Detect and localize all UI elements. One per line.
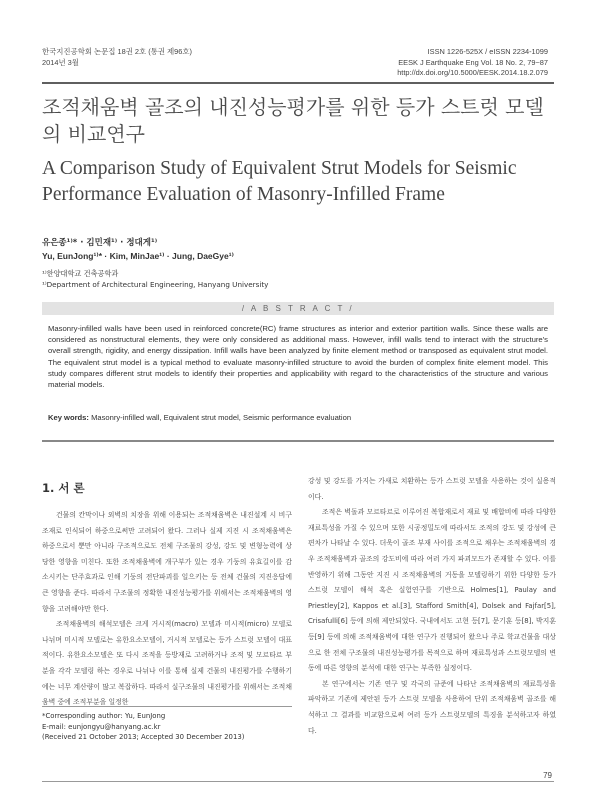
issn: ISSN 1226-525X / eISSN 2234-1099 bbox=[427, 47, 548, 56]
section-heading: 1. 서 론 bbox=[42, 481, 85, 495]
authors-korean: 유은종¹⁾* · 김민재¹⁾ · 정대게¹⁾ bbox=[42, 238, 158, 248]
keywords bbox=[48, 413, 548, 422]
footnote bbox=[42, 711, 244, 743]
affiliation-english: ¹⁾Department of Architectural Engineering, Hanyang University bbox=[42, 280, 269, 289]
abstract-label: / A B S T R A C T / bbox=[241, 304, 355, 313]
header-rule bbox=[42, 82, 554, 84]
affiliation-korean: ¹⁾한양대학교 건축공학과 bbox=[42, 269, 119, 278]
journal-citation: EESK J Earthquake Eng Vol. 18 No. 2, 79~87 bbox=[398, 57, 548, 67]
received-dates: (Received 21 October 2013; Accepted 30 December 2013) bbox=[42, 733, 245, 741]
affiliations bbox=[42, 268, 268, 290]
body-column-right bbox=[308, 474, 556, 739]
paragraph: 본 연구에서는 기존 연구 및 각국의 규준에 나타난 조적채움벽의 재료특성을 파악하고 기존에 제안된 등가 스트럿 모델을 사용하여 단위 조적채움벽 골조를 해석하고 그 결과를 비교함으로써 여러 등가 스트럿모델의 특징을 분석하고자 하였다. bbox=[308, 679, 556, 735]
keywords-list: Masonry-infilled wall, Equivalent strut model, Seismic performance evaluation bbox=[91, 413, 352, 422]
keywords-label: Key words: bbox=[48, 413, 89, 422]
paragraph: 건물의 칸막이나 외벽의 치장을 위해 이용되는 조적채움벽은 내진설계 시 비구조재로 인식되어 하중으로써만 고려되어 왔다. 그러나 실제 지진 시 조적채움벽은 하중으로서 뿐만 아니라 구조적으로도 전체 구조물의 강성, 강도 및 변형능력에 상당한 영향을 미친다. 또한 조적채움벽에 개구부가 있는 경우 기둥의 유효길이를 감소시키는 단주효과로 인해 기둥의 전단파괴를 일으키는 등 전체 건물의 지진응답에 큰 영향을 준다. 따라서 구조물의 정확한 내진성능평가를 위해서는 조적채움벽의 영향을 고려해야만 한다. bbox=[42, 511, 292, 613]
abstract-banner bbox=[42, 302, 554, 315]
title-english: A Comparison Study of Equivalent Strut Models for Seismic Performance Evaluation of Masonry-Infilled Frame bbox=[42, 158, 517, 205]
journal-header-right bbox=[397, 47, 548, 79]
footnote-rule bbox=[42, 706, 292, 707]
authors-english: Yu, EunJong¹⁾* · Kim, MinJae¹⁾ · Jung, DaeGye¹⁾ bbox=[42, 251, 235, 261]
title-korean: 조적채움벽 골조의 내진성능평가를 위한 등가 스트럿 모델의 비교연구 bbox=[42, 95, 544, 146]
footer-rule bbox=[42, 781, 554, 782]
body-column-left bbox=[42, 508, 292, 711]
journal-header-left bbox=[42, 47, 192, 68]
abstract-rule bbox=[42, 440, 554, 442]
journal-date: 2014년 3월 bbox=[42, 57, 79, 67]
page-number: 79 bbox=[543, 771, 552, 780]
abstract-text: Masonry-infilled walls have been used in reinforced concrete(RC) frame structures as interior and exterior partition walls. Since these walls are considered as nonstructural elements, they were only considered as additional mass. However, infill walls tend to interact with the structure's overall strength, rigidity, and energy dissipation. Infill walls have been analyzed by finite element method or transposed as equivalent strut model. The equivalent strut model is a typical method to evaluate masonry-infilled structure to avoid the burden of complex finite element model. This study compares different strut models to identify their properties and applicability with regard to the characteristics of the structure and various material models. bbox=[48, 324, 548, 390]
author-email[interactable]: E-mail: eunjongyu@hanyang.ac.kr bbox=[42, 722, 161, 731]
journal-volume: 한국지진공학회 논문집 18권 2호 (통권 제96호) bbox=[42, 47, 192, 56]
paragraph: 조적채움벽의 해석모델은 크게 거시적(macro) 모델과 미시적(micro) 모델로 나뉘며 미시적 모델로는 유한요소모델이, 거시적 모델로는 등가 스트럿 모델이 대표적이다. 유한요소모델은 또 다시 조적을 등방재로 고려하거나 조적 및 모르타르 부분을 각각 모델링 하는 경우로 나뉘나 이를 통해 실제 건물의 내진평가를 수행하기에는 너무 계산량이 많고 복잡하다. 따라서 실구조물의 내진평가를 위해서는 조적채움벽 중에 조적부분을 일정한 bbox=[42, 620, 292, 707]
doi-link[interactable]: http://dx.doi.org/10.5000/EESK.2014.18.2.079 bbox=[397, 68, 548, 77]
paragraph: 조적은 벽돌과 모르타르로 이루어진 복합재로서 재료 및 배합비에 따라 다양한 재료특성을 가질 수 있으며 또한 시공정밀도에 따라서도 조적의 강도 및 강성에 큰 편차가 나타날 수 있다. 더욱이 골조 부재 사이를 조적으로 채우는 조적채움벽의 경우 조적채움벽과 골조의 강도비에 따라 여러 가지 파괴모드가 존재할 수 있다. 이를 반영하기 위해 그동안 지진 시 조적채움벽의 거동을 모델링하기 위한 다양한 등가 스트럿 모델이 해석 혹은 실험연구를 기반으로 Holmes[1], Paulay and Priestley[2], Kappos et al.[3], Stafford Smith[4], Dolsek and Fajfar[5], Crisafulli[6] 등에 의해 제안되었다. 국내에서도 고현 등[7], 문기훈 등[8], 박지훈 등[9] 등에 의해 조적채움벽에 대한 연구가 진행되어 왔으나 주로 학교건물을 대상으로 한 전체 구조물의 내진성능평가를 목적으로 하며 재료특성과 스트럿모델의 변동에 따른 영향의 분석에 대한 연구는 부족한 실정이다. bbox=[308, 508, 556, 673]
paragraph: 강성 및 강도를 가지는 가새로 치환하는 등가 스트럿 모델을 사용하는 것이 실용적이다. bbox=[308, 477, 556, 501]
corresponding-author: *Corresponding author: Yu, EunJong bbox=[42, 712, 166, 720]
